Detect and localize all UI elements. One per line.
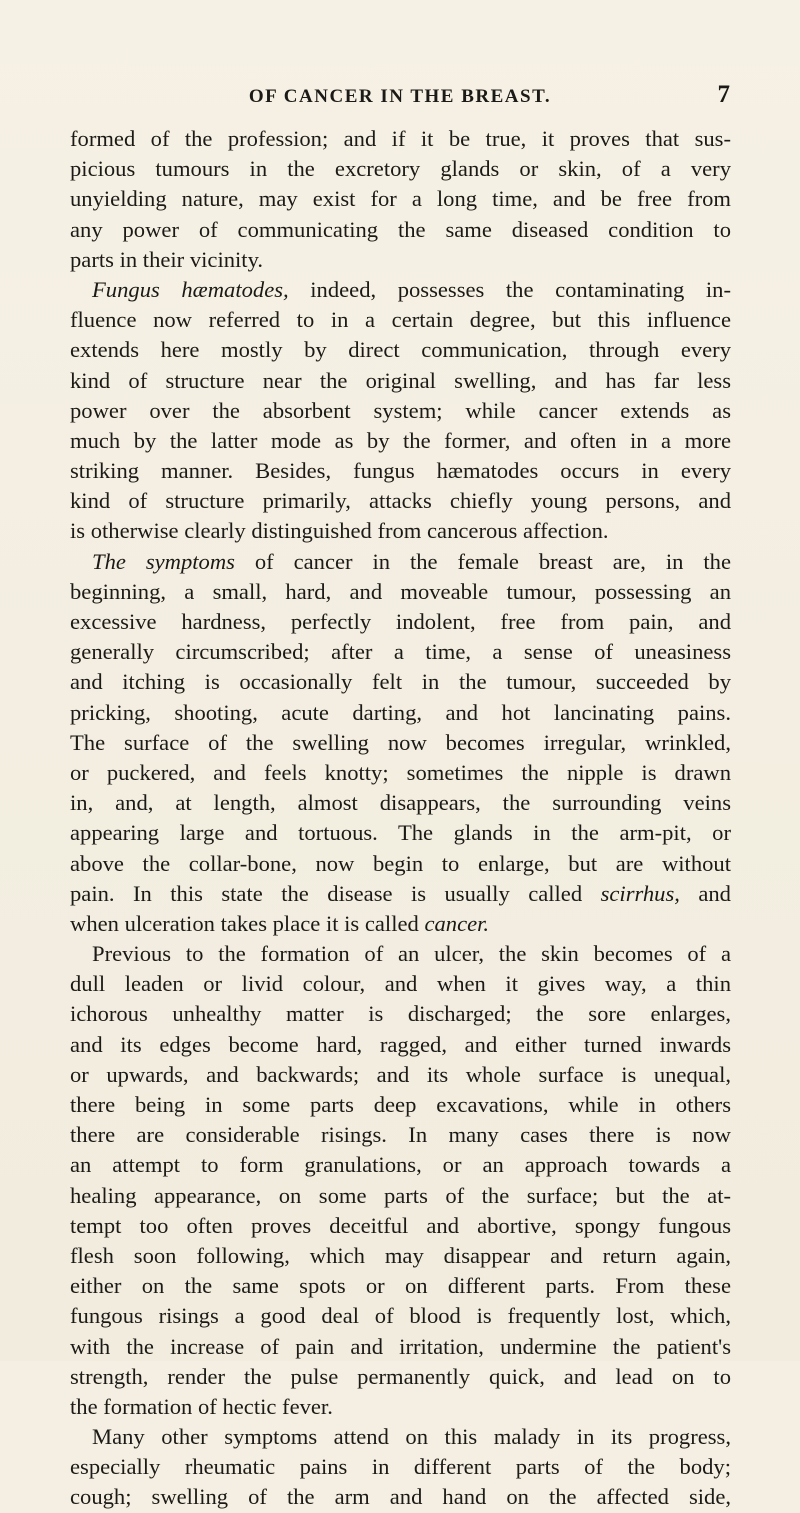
text-line: an attempt to form granulations, or an approach towards a xyxy=(70,1152,731,1178)
text-span: pain. In this state the disease is usually called xyxy=(70,880,583,906)
text-line: and its edges become hard, ragged, and either turned inwards xyxy=(70,1031,731,1057)
text-line: with the increase of pain and irritation, undermine the patient's xyxy=(70,1333,731,1359)
italic-term: cancer. xyxy=(424,910,490,936)
text-line: extends here mostly by direct communication, through every xyxy=(70,337,731,363)
text-line: any power of communicating the same diseased condition to xyxy=(70,216,731,242)
text-line: beginning, a small, hard, and moveable tumour, possessing an xyxy=(70,578,731,604)
text-line: generally circumscribed; after a time, a sense of uneasiness xyxy=(70,639,731,665)
text-line: fluence now referred to in a certain degree, but this influence xyxy=(70,307,731,333)
italic-term: scirrhus, xyxy=(600,880,680,906)
text-line: power over the absorbent system; while cancer extends as xyxy=(70,397,731,423)
running-head xyxy=(70,82,730,112)
text-line: above the collar-bone, now begin to enlarge, but are without xyxy=(70,850,731,876)
page-number: 7 xyxy=(717,81,730,108)
text-line: flesh soon following, which may disappear and return again, xyxy=(70,1242,731,1268)
text-line: much by the latter mode as by the former, and often in a more xyxy=(70,427,731,453)
text-line: and itching is occasionally felt in the tumour, succeeded by xyxy=(70,669,731,695)
text-line: dull leaden or livid colour, and when it gives way, a thin xyxy=(70,971,731,997)
text-line: ichorous unhealthy matter is discharged; the sore enlarges, xyxy=(70,1001,731,1027)
text-line: unyielding nature, may exist for a long time, and be free from xyxy=(70,186,731,212)
text-line xyxy=(70,909,731,939)
text-line: the formation of hectic fever. xyxy=(70,1393,333,1419)
text-span: of cancer in the female breast are, in the xyxy=(254,548,731,574)
text-line: formed of the profession; and if it be true, it proves that sus- xyxy=(70,126,731,151)
text-line: especially rheumatic pains in different parts of the body; xyxy=(70,1454,731,1480)
text-line: kind of structure primarily, attacks chiefly young persons, and xyxy=(70,488,731,514)
text-line: healing appearance, on some parts of the surface; but the at- xyxy=(70,1182,731,1208)
text-line: Many other symptoms attend on this malady in its progress, xyxy=(92,1424,731,1450)
text-span: and xyxy=(698,880,731,906)
text-line: or puckered, and feels knotty; sometimes the nipple is drawn xyxy=(70,759,731,785)
text-line: in, and, at length, almost disappears, the surrounding veins xyxy=(70,790,731,816)
text-line: striking manner. Besides, fungus hæmatodes occurs in every xyxy=(70,458,731,484)
text-line: kind of structure near the original swelling, and has far less xyxy=(70,367,731,393)
text-line: there being in some parts deep excavations, while in others xyxy=(70,1092,731,1117)
text-line xyxy=(70,547,731,577)
text-line: either on the same spots or on different parts. From these xyxy=(70,1273,731,1299)
text-span: indeed, possesses the contaminating in- xyxy=(310,276,731,302)
text-line: there are considerable risings. In many cases there is now xyxy=(70,1122,731,1148)
text-line: pricking, shooting, acute darting, and hot lancinating pains. xyxy=(70,699,731,725)
text-line: excessive hardness, perfectly indolent, free from pain, and xyxy=(70,609,731,634)
text-line: cough; swelling of the arm and hand on the affected side, xyxy=(70,1484,731,1510)
text-line: parts in their vicinity. xyxy=(70,246,264,272)
text-line: tempt too often proves deceitful and abortive, spongy fungous xyxy=(70,1212,731,1238)
body-text xyxy=(70,124,731,1513)
text-line: or upwards, and backwards; and its whole surface is unequal, xyxy=(70,1061,731,1087)
text-line xyxy=(70,879,731,909)
text-line: is otherwise clearly distinguished from cancerous affection. xyxy=(70,518,609,544)
italic-term: Fungus hæmatodes, xyxy=(92,276,289,302)
text-line: The surface of the swelling now becomes irregular, wrinkled, xyxy=(70,729,731,755)
text-line: picious tumours in the excretory glands or skin, of a very xyxy=(70,156,731,182)
text-line: strength, render the pulse permanently quick, and lead on to xyxy=(70,1363,731,1389)
italic-term: The symptoms xyxy=(92,548,235,574)
text-line: fungous risings a good deal of blood is frequently lost, which, xyxy=(70,1303,731,1329)
text-line xyxy=(70,275,731,305)
text-span: when ulceration takes place it is called xyxy=(70,910,419,936)
running-title: OF CANCER IN THE BREAST. xyxy=(248,86,552,107)
text-line: appearing large and tortuous. The glands in the arm-pit, or xyxy=(70,820,731,846)
text-line: Previous to the formation of an ulcer, the skin becomes of a xyxy=(92,941,731,967)
